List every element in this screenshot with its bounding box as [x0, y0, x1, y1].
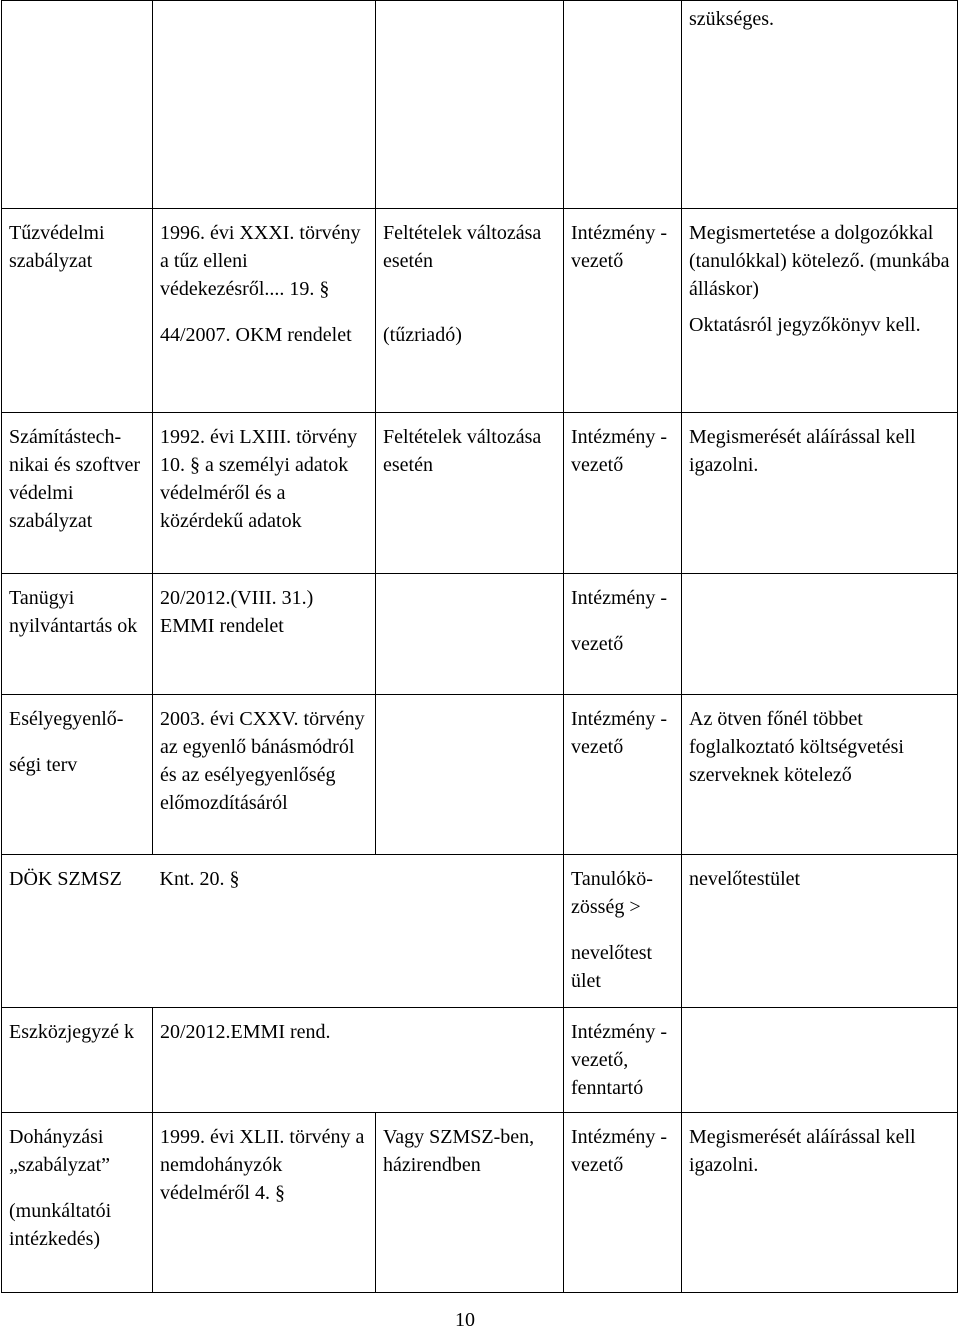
cell-review — [376, 574, 564, 695]
cell-responsible — [564, 1, 682, 209]
cell-review: Feltételek változása esetén — [376, 413, 564, 574]
cell-name: Dohányzási „szabályzat” (munkáltatói intézkedés) — [2, 1113, 153, 1293]
cell-law — [153, 1, 376, 209]
cell-responsible: Intézmény -vezető — [564, 209, 682, 413]
cell-responsible: Intézmény -vezető — [564, 413, 682, 574]
cell-note: Az ötven főnél többet foglalkoztató költségvetési szerveknek kötelező — [682, 695, 958, 855]
table-row — [2, 1008, 958, 1113]
cell-review — [376, 1, 564, 209]
cell-law: 20/2012.(VIII. 31.) EMMI rendelet — [153, 574, 376, 695]
cell-law: 1996. évi XXXI. törvény a tűz elleni védekezésről.... 19. § 44/2007. OKM rendelet — [153, 209, 376, 413]
cell-note: nevelőtestület — [682, 855, 958, 1008]
table-row — [2, 574, 958, 695]
cell-law: 20/2012.EMMI rend. — [153, 1008, 564, 1113]
table-row — [2, 1113, 958, 1293]
cell-note — [682, 1008, 958, 1113]
table-row — [2, 695, 958, 855]
cell-review: Feltételek változása esetén (tűzriadó) — [376, 209, 564, 413]
cell-name: Tűzvédelmi szabályzat — [2, 209, 153, 413]
cell-name — [2, 1, 153, 209]
cell-note: Megismertetése a dolgozókkal (tanulókkal) kötelező. (munkába álláskor) Oktatásról jegyzőkönyv kell. — [682, 209, 958, 413]
cell-note — [682, 574, 958, 695]
table-row — [2, 1, 958, 209]
cell-responsible: Tanulókö-zösség > nevelőtest ület — [564, 855, 682, 1008]
table-row — [2, 413, 958, 574]
cell-name: Esélyegyenlő- ségi terv — [2, 695, 153, 855]
cell-responsible: Intézmény -vezető — [564, 695, 682, 855]
cell-review — [376, 695, 564, 855]
cell-responsible: Intézmény -vezető — [564, 1113, 682, 1293]
cell-law: 2003. évi CXXV. törvény az egyenlő bánásmódról és az esélyegyenlőség előmozdításáról — [153, 695, 376, 855]
cell-responsible: Intézmény - vezető — [564, 574, 682, 695]
cell-note: szükséges. — [682, 1, 958, 209]
cell-name: Számítástech-nikai és szoftver védelmi szabályzat — [2, 413, 153, 574]
cell-law: Knt. 20. § — [153, 855, 564, 1008]
cell-review: Vagy SZMSZ-ben, házirendben — [376, 1113, 564, 1293]
cell-name: DÖK SZMSZ — [2, 855, 153, 1008]
cell-responsible: Intézmény -vezető, fenntartó — [564, 1008, 682, 1113]
cell-name: Tanügyi nyilvántartás ok — [2, 574, 153, 695]
page-number: 10 — [455, 1309, 475, 1331]
table-row — [2, 855, 958, 1008]
cell-note: Megismerését aláírással kell igazolni. — [682, 413, 958, 574]
cell-name: Eszközjegyzé k — [2, 1008, 153, 1113]
cell-law: 1992. évi LXIII. törvény 10. § a személyi adatok védelméről és a közérdekű adatok — [153, 413, 376, 574]
cell-law: 1999. évi XLII. törvény a nemdohányzók védelméről 4. § — [153, 1113, 376, 1293]
regulations-table — [1, 0, 958, 1293]
cell-note: Megismerését aláírással kell igazolni. — [682, 1113, 958, 1293]
table-row — [2, 209, 958, 413]
